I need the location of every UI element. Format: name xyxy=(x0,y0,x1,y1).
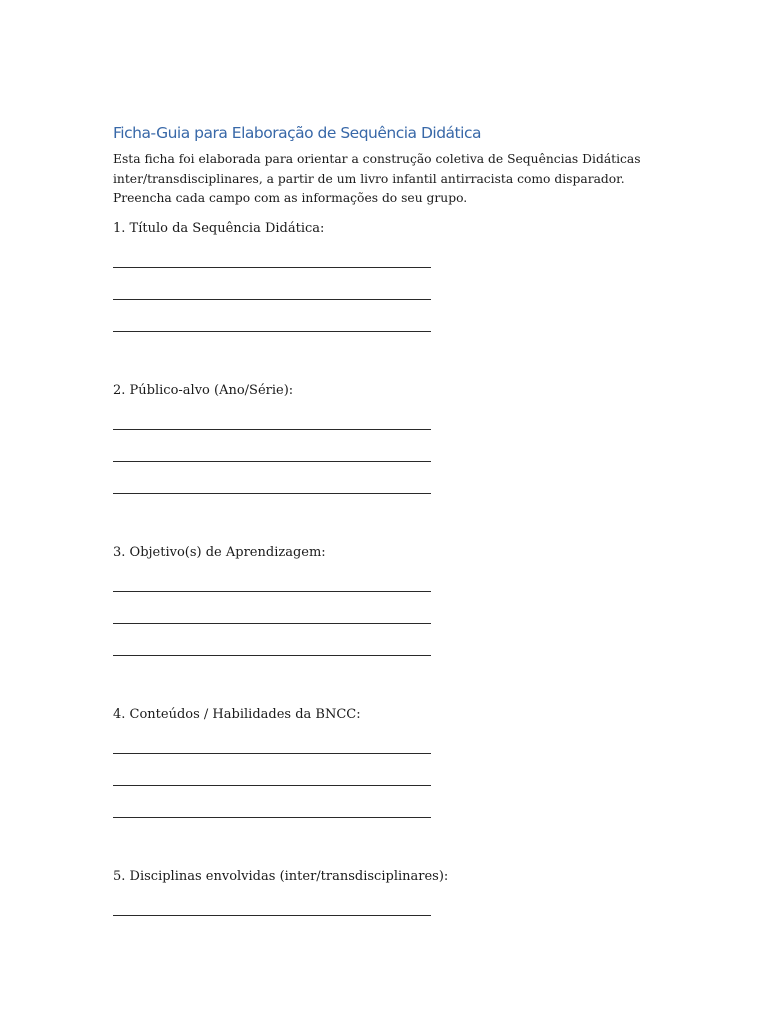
answer-line[interactable] xyxy=(113,429,431,430)
document-title: Ficha-Guia para Elaboração de Sequência Didática xyxy=(113,124,481,142)
intro-line: inter/transdisciplinares, a partir de um livro infantil antirracista como disparador. xyxy=(113,171,625,186)
question-3-label: 3. Objetivo(s) de Aprendizagem: xyxy=(113,545,326,560)
intro-line: Esta ficha foi elaborada para orientar a construção coletiva de Sequências Didáticas xyxy=(113,152,641,166)
question-1-section xyxy=(113,220,443,238)
question-2-section xyxy=(113,382,443,400)
answer-line[interactable] xyxy=(113,299,431,300)
question-5-section xyxy=(113,868,449,886)
answer-line[interactable] xyxy=(113,623,431,624)
answer-line[interactable] xyxy=(113,915,431,916)
question-3-section xyxy=(113,544,443,562)
question-1-label: 1. Título da Sequência Didática: xyxy=(113,221,325,236)
answer-line[interactable] xyxy=(113,267,431,268)
answer-line[interactable] xyxy=(113,331,431,332)
answer-line[interactable] xyxy=(113,591,431,592)
question-4-section xyxy=(113,706,443,724)
intro-line: Preencha cada campo com as informações do seu grupo. xyxy=(113,191,468,205)
answer-line[interactable] xyxy=(113,461,431,462)
question-5-label: 5. Disciplinas envolvidas (inter/transdisciplinares): xyxy=(113,869,449,884)
answer-line[interactable] xyxy=(113,753,431,754)
answer-line[interactable] xyxy=(113,785,431,786)
answer-line[interactable] xyxy=(113,817,431,818)
answer-line[interactable] xyxy=(113,655,431,656)
answer-line[interactable] xyxy=(113,493,431,494)
question-2-label: 2. Público-alvo (Ano/Série): xyxy=(113,383,294,398)
question-4-label: 4. Conteúdos / Habilidades da BNCC: xyxy=(113,707,361,722)
intro-paragraph xyxy=(113,150,641,209)
